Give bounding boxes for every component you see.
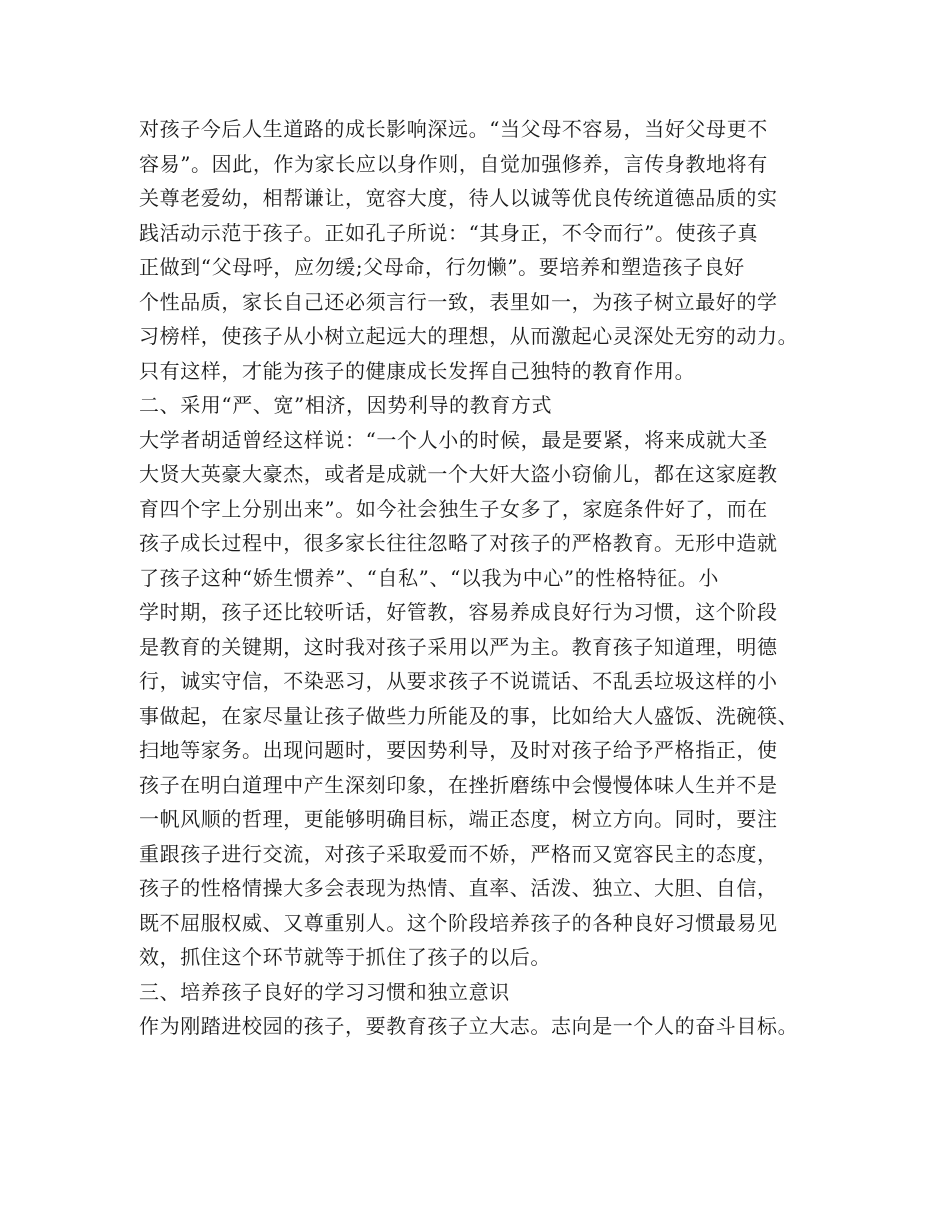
section-heading: 二、采用“严、宽”相济，因势利导的教育方式	[139, 393, 553, 417]
text-line: 践活动示范于孩子。正如孔子所说：“其身正，不令而行”。使孩子真	[139, 220, 759, 245]
text-line: 作为刚踏进校园的孩子，要教育孩子立大志。志向是一个人的奋斗目标。	[139, 1014, 799, 1038]
text-line: 重跟孩子进行交流，对孩子采取爱而不娇，严格而又宽容民主的态度，	[139, 841, 778, 866]
text-line: 扫地等家务。出现问题时，要因势利导，及时对孩子给予严格指正，使	[139, 738, 778, 762]
text-line: 育四个字上分别出来”。如今社会独生子女多了，家庭条件好了，而在	[139, 496, 768, 521]
text-line: 效，抓住这个环节就等于抓住了孩子的以后。	[139, 945, 551, 969]
text-line: 只有这样，才能为孩子的健康成长发挥自己独特的教育作用。	[139, 358, 696, 383]
text-line: 容易”。因此，作为家长应以身作则，自觉加强修养，言传身教地将有	[139, 151, 768, 176]
text-line: 一帆风顺的哲理，更能够明确目标，端正态度，树立方向。同时，要注	[139, 807, 778, 831]
text-line: 行，诚实守信，不染恶习，从要求孩子不说谎话、不乱丢垃圾这样的小	[139, 669, 778, 693]
text-line: 孩子在明白道理中产生深刻印象，在挫折磨练中会慢慢体味人生并不是	[139, 772, 778, 797]
text-line: 个性品质，家长自己还必须言行一致，表里如一，为孩子树立最好的学	[139, 289, 778, 314]
text-line: 大贤大英豪大豪杰，或者是成就一个大奸大盗小窃偷儿，都在这家庭教	[139, 462, 778, 486]
text-line: 大学者胡适曾经这样说：“一个人小的时候，最是要紧，将来成就大圣	[139, 427, 768, 452]
text-line: 学时期，孩子还比较听话，好管教，容易养成良好行为习惯，这个阶段	[139, 600, 778, 624]
text-line: 是教育的关键期，这时我对孩子采用以严为主。教育孩子知道理，明德	[139, 634, 778, 659]
text-line: 习榜样，使孩子从小树立起远大的理想，从而激起心灵深处无穷的动力。	[139, 324, 799, 348]
text-line: 孩子成长过程中，很多家长往往忽略了对孩子的严格教育。无形中造就	[139, 531, 778, 555]
section-heading: 三、培养孩子良好的学习习惯和独立意识	[139, 979, 510, 1004]
text-line: 对孩子今后人生道路的成长影响深远。“当父母不容易，当好父母更不	[139, 117, 768, 141]
text-line: 事做起，在家尽量让孩子做些力所能及的事，比如给大人盛饭、洗碗筷、	[139, 703, 799, 728]
document-body	[139, 112, 829, 1044]
text-line: 孩子的性格情操大多会表现为热情、直率、活泼、独立、大胆、自信，	[139, 876, 778, 900]
text-line: 关尊老爱幼，相帮谦让，宽容大度，待人以诚等优良传统道德品质的实	[139, 186, 778, 210]
text-line: 正做到“父母呼，应勿缓;父母命，行勿懒”。要培养和塑造孩子良好	[139, 255, 745, 279]
text-line: 既不屈服权威、又尊重别人。这个阶段培养孩子的各种良好习惯最易见	[139, 910, 778, 935]
text-line: 了孩子这种“娇生惯养”、“自私”、“以我为中心”的性格特征。小	[139, 565, 719, 590]
